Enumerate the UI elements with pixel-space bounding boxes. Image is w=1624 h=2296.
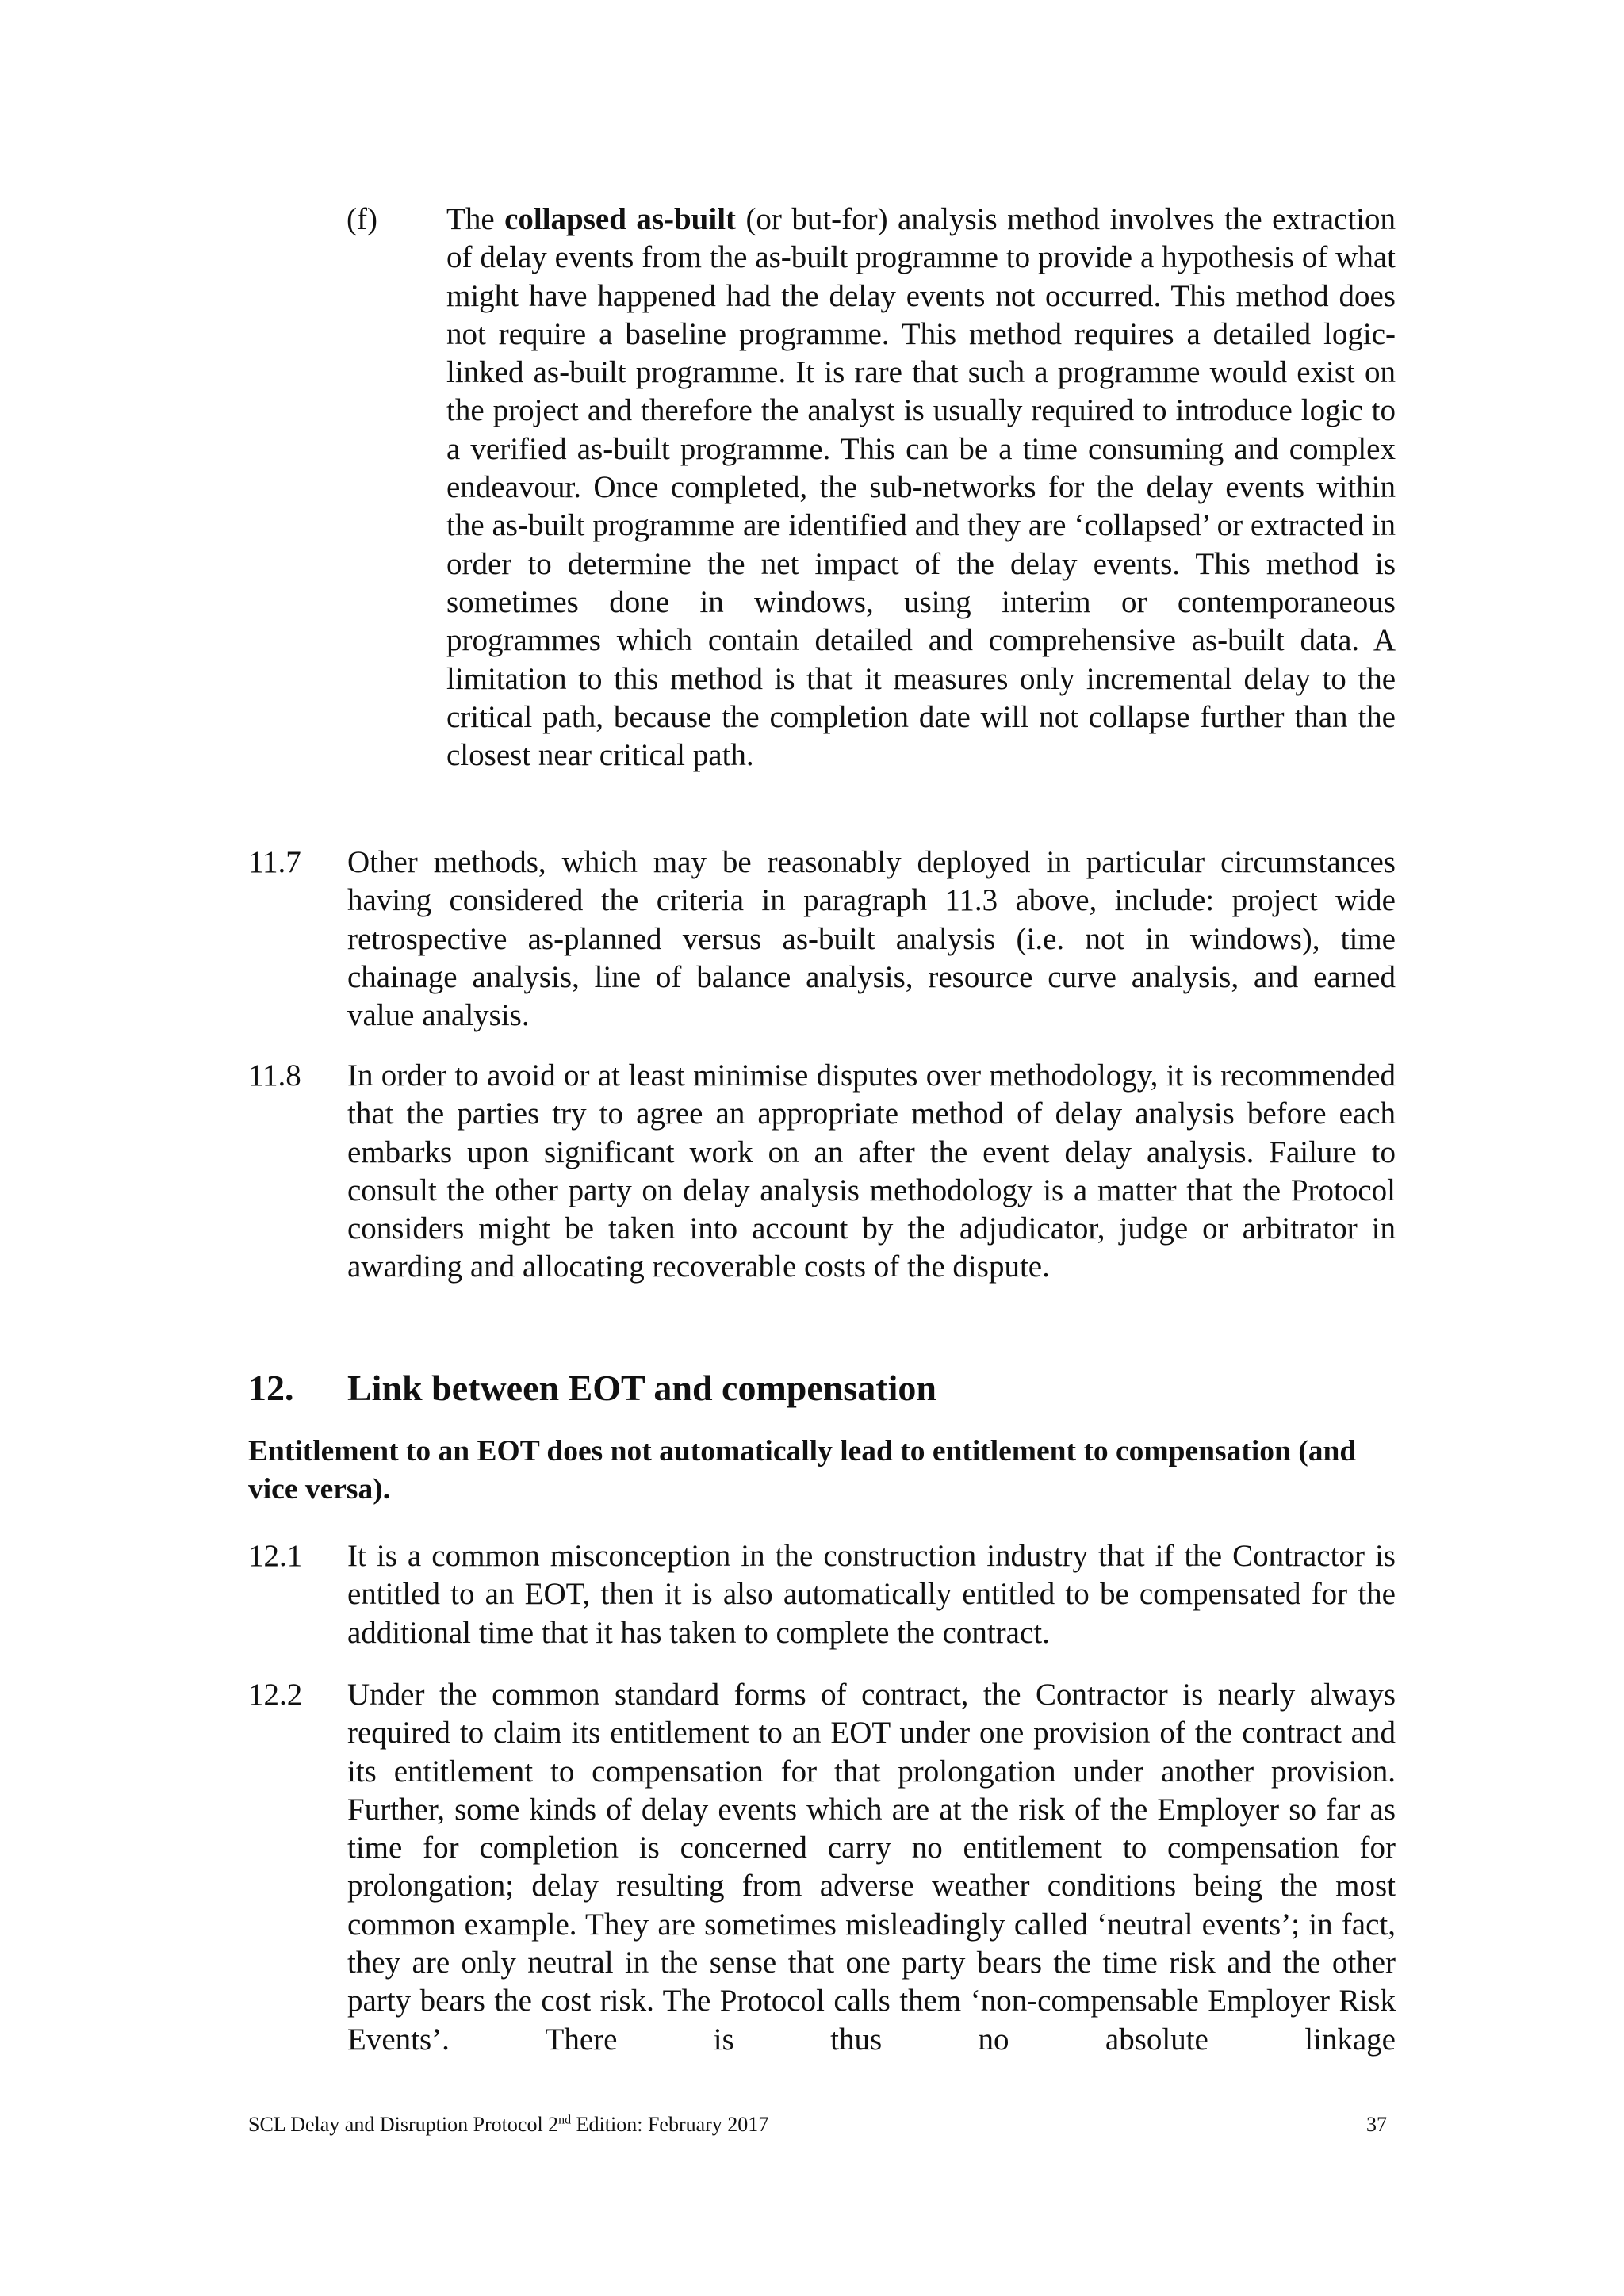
para-11-7-number: 11.7 bbox=[248, 845, 301, 879]
para-f-label: (f) bbox=[347, 202, 377, 236]
para-f-lead: The bbox=[446, 202, 495, 236]
para-11-8-number: 11.8 bbox=[248, 1058, 301, 1093]
para-12-1-number: 12.1 bbox=[248, 1539, 303, 1573]
section-12-number: 12. bbox=[248, 1368, 294, 1408]
para-12-1-text: It is a common misconception in the construction industry that if the Contractor is entitled to an EOT, then it is also automatically entitled to be compensated for the additional time that it has taken to complete the contract. bbox=[347, 1539, 1396, 1650]
para-12-2-number: 12.2 bbox=[248, 1678, 303, 1712]
para-f-body bbox=[446, 201, 1396, 775]
para-f-text: (or but-for) analysis method involves the extraction of delay events from the as-built programme to provide a hypothesis of what might have happened had the delay events not occurred. This method does not require a baseline programme. This method requires a detailed logic-linked as-built programme. It is rare that such a programme would exist on the project and therefore the analyst is usually required to introduce logic to a verified as-built programme. This can be a time consuming and complex endeavour. Once completed, the sub-networks for the delay events within the as-built programme are identified and they are ‘collapsed’ or extracted in order to determine the net impact of the delay events. This method is sometimes done in windows, using interim or contemporaneous programmes which contain detailed and comprehensive as-built data. A limitation to this method is that it measures only incremental delay to the critical path, because the completion date will not collapse further than the closest near critical path. bbox=[446, 202, 1396, 773]
footer-title-sup: nd bbox=[558, 2113, 572, 2127]
footer-title-prefix: SCL Delay and Disruption Protocol 2 bbox=[248, 2113, 559, 2136]
para-11-7-text: Other methods, which may be reasonably deployed in particular circumstances having considered the criteria in paragraph 11.3 above, include: project wide retrospective as-planned versus as-built analysis (i.e. not in windows), time chainage analysis, line of balance analysis, resource curve analysis, and earned value analysis. bbox=[347, 845, 1396, 1033]
para-11-8-text: In order to avoid or at least minimise disputes over methodology, it is recommended that the parties try to agree an appropriate method of delay analysis before each embarks upon significant work on an after the event delay analysis. Failure to consult the other party on delay analysis methodology is a matter that the Protocol considers might be taken into account by the adjudicator, judge or arbitrator in awarding and allocating recoverable costs of the dispute. bbox=[347, 1058, 1396, 1284]
footer-document-title bbox=[248, 2112, 768, 2137]
section-12-principle: Entitlement to an EOT does not automatically lead to entitlement to compensation (and vice versa). bbox=[248, 1435, 1357, 1506]
para-12-2-text: Under the common standard forms of contract, the Contractor is nearly always required to claim its entitlement to an EOT under one provision of the contract and its entitlement to compensation for that prolongation under another provision. Further, some kinds of delay events which are at the risk of the Employer so far as time for completion is concerned carry no entitlement to compensation for prolongation; delay resulting from adverse weather conditions being the most common example. They are sometimes misleadingly called ‘neutral events’; in fact, they are only neutral in the sense that one party bears the time risk and the other party bears the cost risk. The Protocol calls them ‘non-compensable Employer Risk Events’. There is thus no absolute linkage bbox=[347, 1678, 1396, 2057]
footer-title-suffix: Edition: February 2017 bbox=[571, 2113, 769, 2136]
section-12-title: Link between EOT and compensation bbox=[347, 1368, 936, 1408]
footer-page-number: 37 bbox=[1366, 2113, 1387, 2136]
para-f-bold-term: collapsed as-built bbox=[504, 202, 737, 236]
